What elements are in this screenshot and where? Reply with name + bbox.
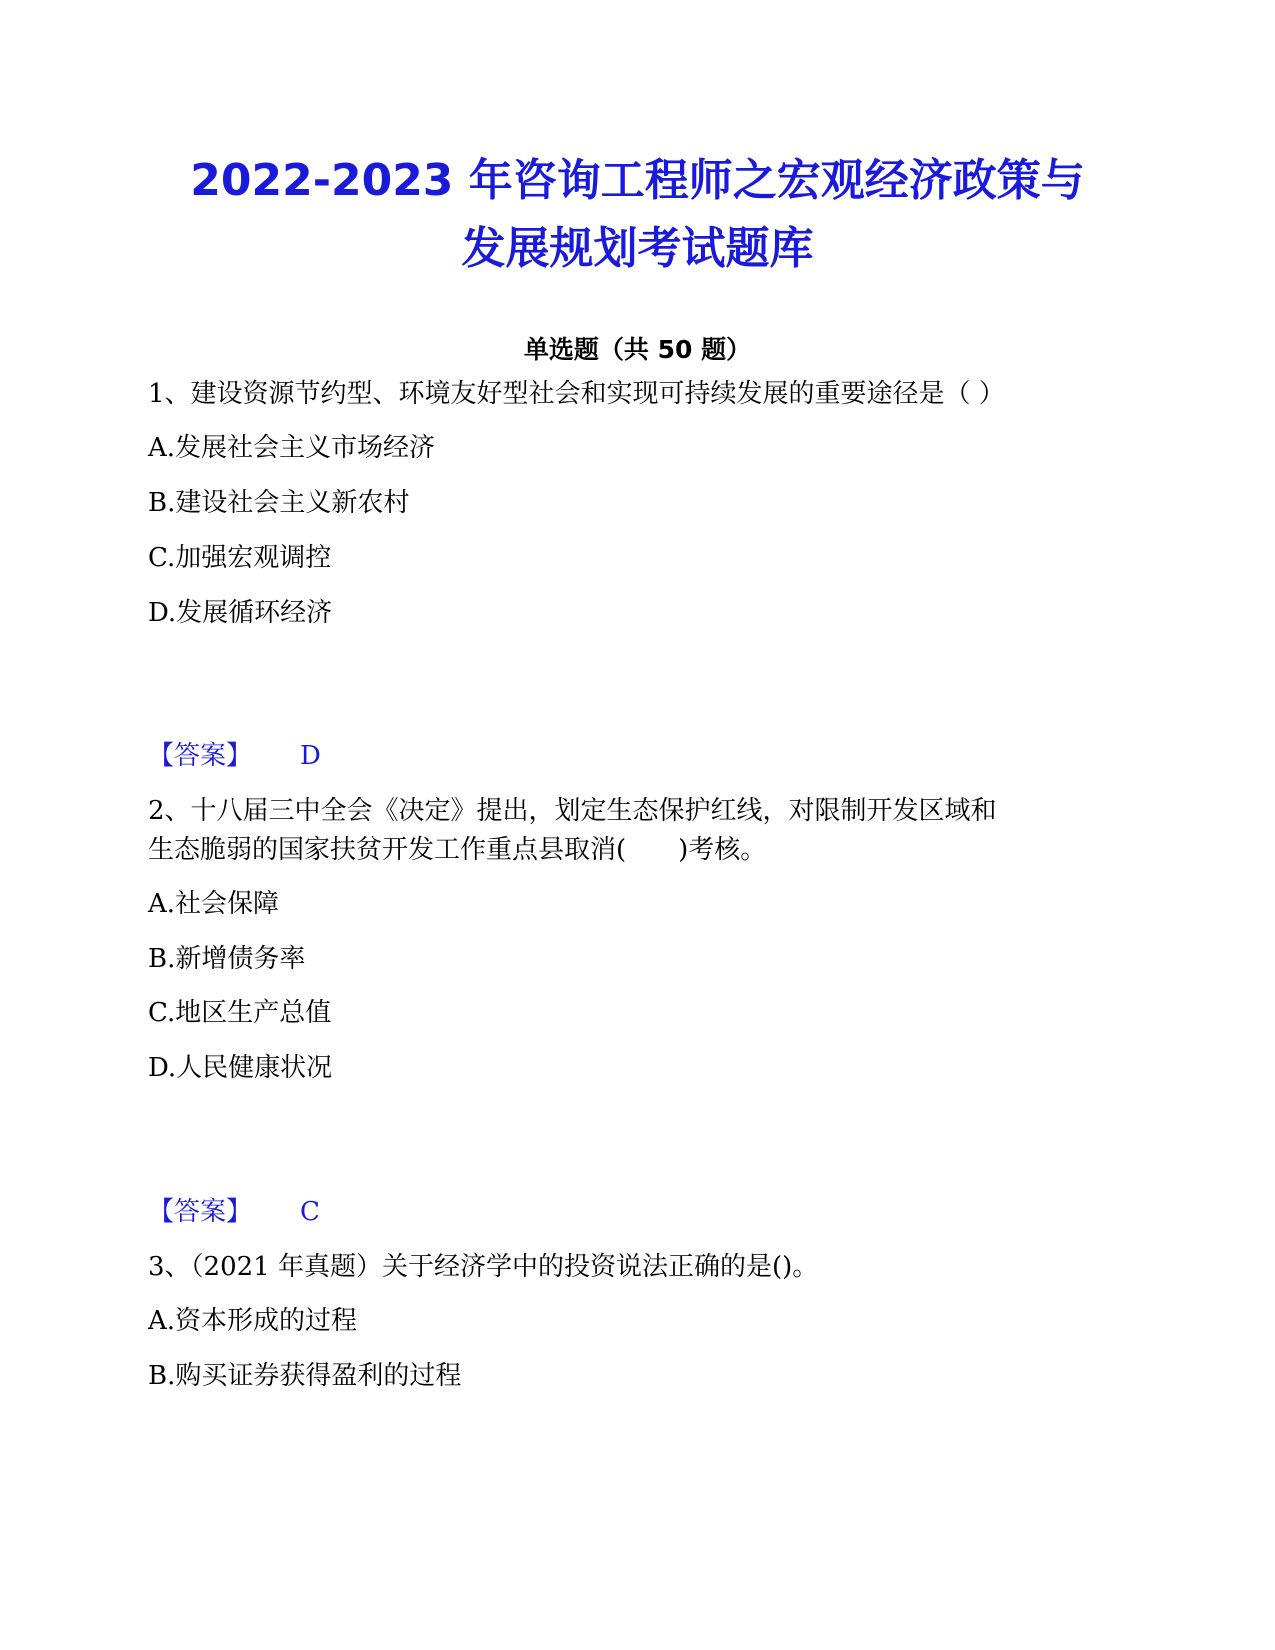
question-1-option-b: B.建设社会主义新农村	[148, 488, 410, 518]
section-heading: 单选题（共 50 题）	[523, 335, 752, 364]
question-2-stem-line-1: 2、十八届三中全会《决定》提出，划定生态保护红线，对限制开发区域和	[148, 796, 997, 826]
question-1-answer	[148, 738, 321, 774]
question-2-option-a: A.社会保障	[148, 889, 280, 919]
question-2-option-c: C.地区生产总值	[148, 998, 332, 1028]
question-1-option-c: C.加强宏观调控	[148, 543, 332, 573]
answer-label: 【答案】	[148, 1197, 253, 1227]
question-2-option-d: D.人民健康状况	[148, 1053, 333, 1083]
question-2-stem-line-2: 生态脆弱的国家扶贫开发工作重点县取消( )考核。	[148, 835, 767, 865]
answer-value: D	[300, 741, 321, 771]
answer-value: C	[300, 1197, 320, 1227]
answer-label: 【答案】	[148, 741, 253, 771]
question-3-stem: 3、（2021 年真题）关于经济学中的投资说法正确的是()。	[148, 1252, 819, 1282]
question-1-option-a: A.发展社会主义市场经济	[148, 433, 436, 463]
question-1-stem: 1、建设资源节约型、环境友好型社会和实现可持续发展的重要途径是（ ）	[148, 379, 1005, 409]
question-2-answer	[148, 1194, 320, 1230]
question-3-option-a: A.资本形成的过程	[148, 1306, 358, 1336]
document-title-line-2: 发展规划考试题库	[461, 223, 814, 274]
question-3-option-b: B.购买证券获得盈利的过程	[148, 1361, 462, 1391]
document-title-line-1: 2022-2023 年咨询工程师之宏观经济政策与	[190, 155, 1085, 206]
question-2-option-b: B.新增债务率	[148, 944, 306, 974]
question-1-option-d: D.发展循环经济	[148, 598, 333, 628]
